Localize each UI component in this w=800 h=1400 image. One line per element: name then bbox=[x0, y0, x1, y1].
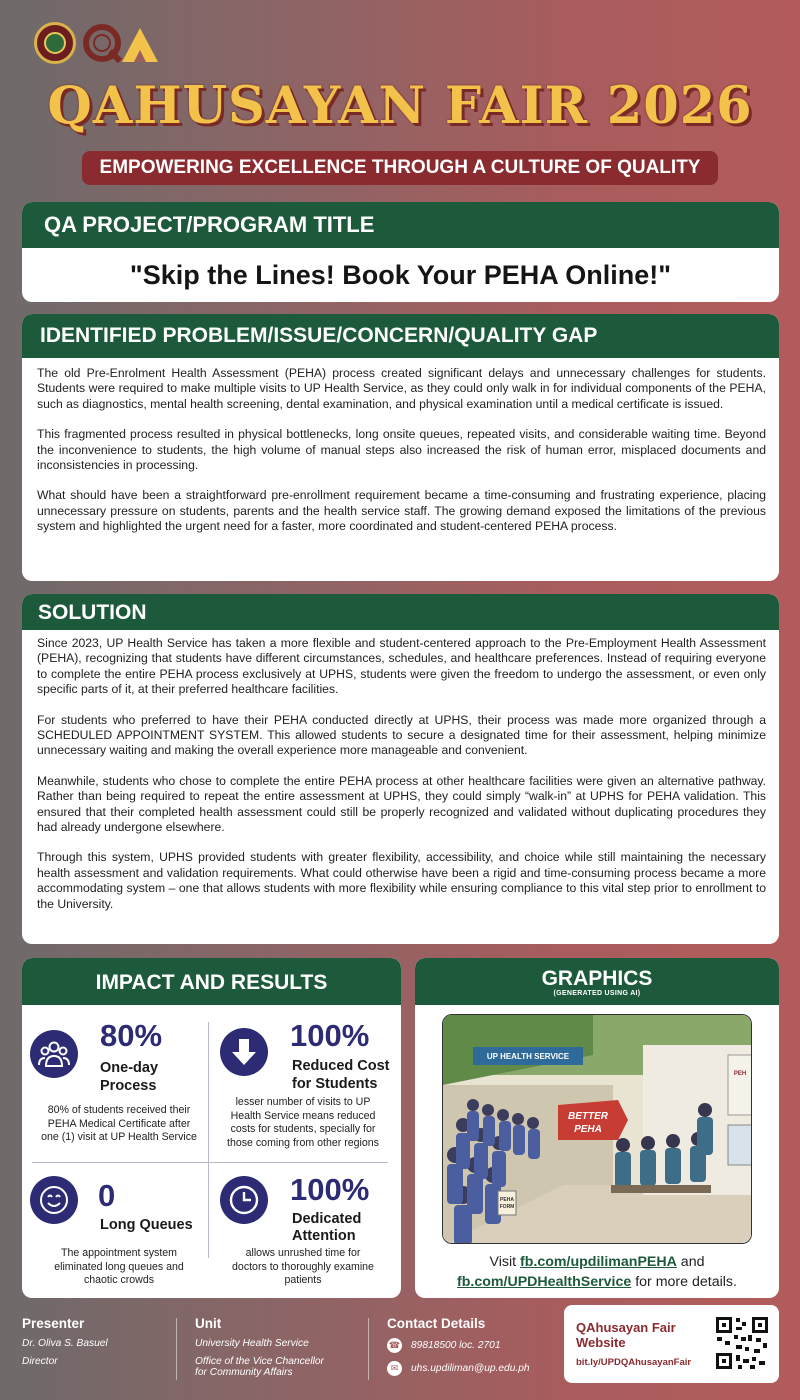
metric-label: Reduced Cost bbox=[292, 1058, 390, 1074]
website-title bbox=[576, 1320, 676, 1350]
graphics-title: GRAPHICS bbox=[541, 967, 653, 990]
metric-description: chaotic crowds bbox=[83, 1274, 155, 1286]
problem-paragraph: This fragmented process resulted in physical bottlenecks, long onsite queues, repeated visits, and considerable waiting time. Beyond the inconvenience to students, the high volume of manual steps also increased the risk of human error, misplaced documents and inconsistencies in processing. bbox=[37, 427, 766, 473]
metric-description: Health Service means reduced bbox=[230, 1109, 376, 1122]
metric-value: 100% bbox=[290, 1018, 370, 1053]
up-seal-logo bbox=[34, 22, 76, 64]
presenter-role: Director bbox=[22, 1356, 58, 1367]
impact-card bbox=[22, 958, 401, 1298]
metric-label: One-day bbox=[100, 1060, 159, 1076]
problem-paragraph: The old Pre-Enrolment Health Assessment (PEHA) process created significant delays and unnecessary challenges for students. Students were required to make multiple visits to UP Health Service, as they could only walk in for individual components of the PEHA, such as diagnostics, mental health screening, dental examination, and physical examination until a medical certificate is issued. bbox=[37, 366, 766, 411]
scene-card: FORM bbox=[499, 1204, 515, 1210]
graphics-subtitle: (GENERATED USING AI) bbox=[553, 990, 641, 997]
project-title-card bbox=[22, 202, 779, 302]
metric-description: allows unrushed time for bbox=[245, 1247, 361, 1259]
metric-label: Process bbox=[100, 1078, 157, 1094]
event-tagline: EMPOWERING EXCELLENCE THROUGH A CULTURE OF QUALITY bbox=[82, 151, 718, 185]
problem-heading: IDENTIFIED PROBLEM/ISSUE/CONCERN/QUALITY GAP bbox=[22, 314, 779, 358]
graphics-heading bbox=[415, 958, 779, 1005]
visit-text: and bbox=[676, 1254, 705, 1270]
website-card[interactable] bbox=[564, 1305, 779, 1383]
metric-description: PEHA Medical Certificate after bbox=[47, 1117, 191, 1130]
metric-label: Dedicated bbox=[292, 1211, 362, 1227]
solution-paragraph: For students who preferred to have their PEHA conducted directly at UPHS, their process was made more organized through a SCHEDULED APPOINTMENT SYSTEM. This allowed students to secure a designated time for their assessment, helping minimize unnecessary waiting and making the overall experience more manageable and convenient. bbox=[37, 712, 766, 758]
contact-phone: 89818500 loc. 2701 bbox=[411, 1340, 501, 1351]
website-url[interactable]: bit.ly/UPDQAhusayanFair bbox=[576, 1357, 692, 1368]
scene-sign: UP HEALTH SERVICE bbox=[486, 1052, 570, 1061]
clock-icon bbox=[220, 1176, 268, 1224]
project-title: "Skip the Lines! Book Your PEHA Online!" bbox=[129, 260, 672, 290]
metric-description: eliminated long queues and bbox=[54, 1260, 184, 1273]
metric-value: 0 bbox=[98, 1178, 116, 1213]
metric-description: one (1) visit at UP Health Service bbox=[41, 1131, 197, 1143]
illustration-image bbox=[442, 1014, 752, 1244]
event-title: QAHUSAYAN FAIR 2026 bbox=[47, 76, 753, 136]
unit-heading: Unit bbox=[195, 1316, 222, 1331]
metric-value: 80% bbox=[100, 1018, 163, 1053]
smiley-icon bbox=[30, 1176, 78, 1224]
solution-paragraph: Through this system, UPHS provided students with greater flexibility, accessibility, and choice while still maintaining the necessary health assessment and validation requirements. What could otherwise have been a rigid and time-consuming process became a more accommodating system – one that allows students with more flexibility while ensuring compliance to this vital step prior to enrollment to the University. bbox=[37, 850, 766, 911]
graphics-card bbox=[415, 958, 779, 1298]
metric-description: doctors to thoroughly examine bbox=[232, 1260, 374, 1273]
scene-banner: BETTER bbox=[568, 1111, 608, 1122]
scene-window-sign: PEH bbox=[733, 1071, 747, 1077]
footer-divider bbox=[368, 1318, 369, 1380]
health-service-facebook-link[interactable]: fb.com/UPDHealthService bbox=[457, 1274, 632, 1290]
metric-description: The appointment system bbox=[61, 1247, 177, 1259]
metric-description: costs for students, specially for bbox=[230, 1123, 376, 1135]
phone-icon: ☎ bbox=[387, 1338, 402, 1353]
visit-info bbox=[415, 1252, 779, 1292]
unit-office: Office of the Vice Chancellor bbox=[195, 1356, 324, 1367]
scene-banner: PEHA bbox=[574, 1124, 602, 1135]
impact-heading: IMPACT AND RESULTS bbox=[22, 958, 401, 1005]
logos bbox=[34, 22, 164, 64]
visit-text: Visit bbox=[489, 1254, 520, 1270]
metric-description: patients bbox=[284, 1274, 322, 1286]
metric-description: those coming from other regions bbox=[227, 1136, 379, 1149]
unit-office: for Community Affairs bbox=[195, 1367, 293, 1378]
presenter-section bbox=[22, 1316, 108, 1374]
divider bbox=[32, 1162, 388, 1163]
solution-card bbox=[22, 594, 779, 944]
solution-heading: SOLUTION bbox=[22, 594, 779, 630]
unit-section bbox=[195, 1316, 324, 1385]
website-title-line: QAhusayan Fair bbox=[576, 1320, 676, 1335]
unit-name: University Health Service bbox=[195, 1338, 309, 1349]
scene-card: PEHA bbox=[500, 1197, 514, 1203]
email-icon: ✉ bbox=[387, 1361, 402, 1376]
metric-description: lesser number of visits to UP bbox=[235, 1096, 371, 1108]
contact-heading: Contact Details bbox=[387, 1316, 486, 1331]
solution-paragraph: Since 2023, UP Health Service has taken a more flexible and student-centered approach to the Pre-Employment Health Assessment (PEHA), recognizing that students have different circumstances, schedules, and healthcare preferences. Instead of requiring everyone to complete the entire PEHA process exclusively at UPHS, students were given the freedom to undergo the assessment, or even only specific parts of it, at their preferred healthcare facilities. bbox=[37, 636, 766, 697]
footer-divider bbox=[176, 1318, 177, 1380]
metric-label: Attention bbox=[292, 1228, 356, 1244]
problem-card bbox=[22, 314, 779, 581]
metric-label: Long Queues bbox=[100, 1217, 193, 1233]
contact-section bbox=[387, 1316, 530, 1384]
people-icon bbox=[30, 1030, 78, 1078]
solution-paragraph: Meanwhile, students who chose to complete the entire PEHA process at other healthcare facilities were given an alternative pathway. Rather than being required to repeat the entire assessment at UPHS, they could simply “walk-in” at UPHS for PEHA validation. This ensured that their completed health assessment could still be properly recognized and validated without duplicating procedures they had already undergone elsewhere. bbox=[37, 773, 766, 835]
presenter-heading: Presenter bbox=[22, 1316, 85, 1331]
presenter-name: Dr. Oliva S. Basuel bbox=[22, 1338, 108, 1349]
peha-facebook-link[interactable]: fb.com/updilimanPEHA bbox=[520, 1254, 677, 1270]
qr-code-icon[interactable] bbox=[714, 1315, 770, 1371]
metric-description: 80% of students received their bbox=[47, 1104, 191, 1116]
website-title-line: Website bbox=[576, 1335, 626, 1350]
arrow-down-icon bbox=[220, 1028, 268, 1076]
project-title-heading: QA PROJECT/PROGRAM TITLE bbox=[22, 202, 779, 248]
metric-value: 100% bbox=[290, 1172, 370, 1207]
problem-paragraph: What should have been a straightforward pre-enrollment requirement became a time-consuming and frustrating experience, placing unnecessary pressure on students, parents and the health service staff. The growing demand exposed the limitations of the previous system and highlighted the urgent need for a faster, more coordinated and student-centered PEHA process. bbox=[37, 488, 766, 534]
visit-text: for more details. bbox=[631, 1274, 737, 1290]
contact-email[interactable]: uhs.updiliman@up.edu.ph bbox=[411, 1363, 530, 1374]
qa-logo bbox=[82, 22, 164, 64]
metric-label: for Students bbox=[292, 1076, 378, 1092]
